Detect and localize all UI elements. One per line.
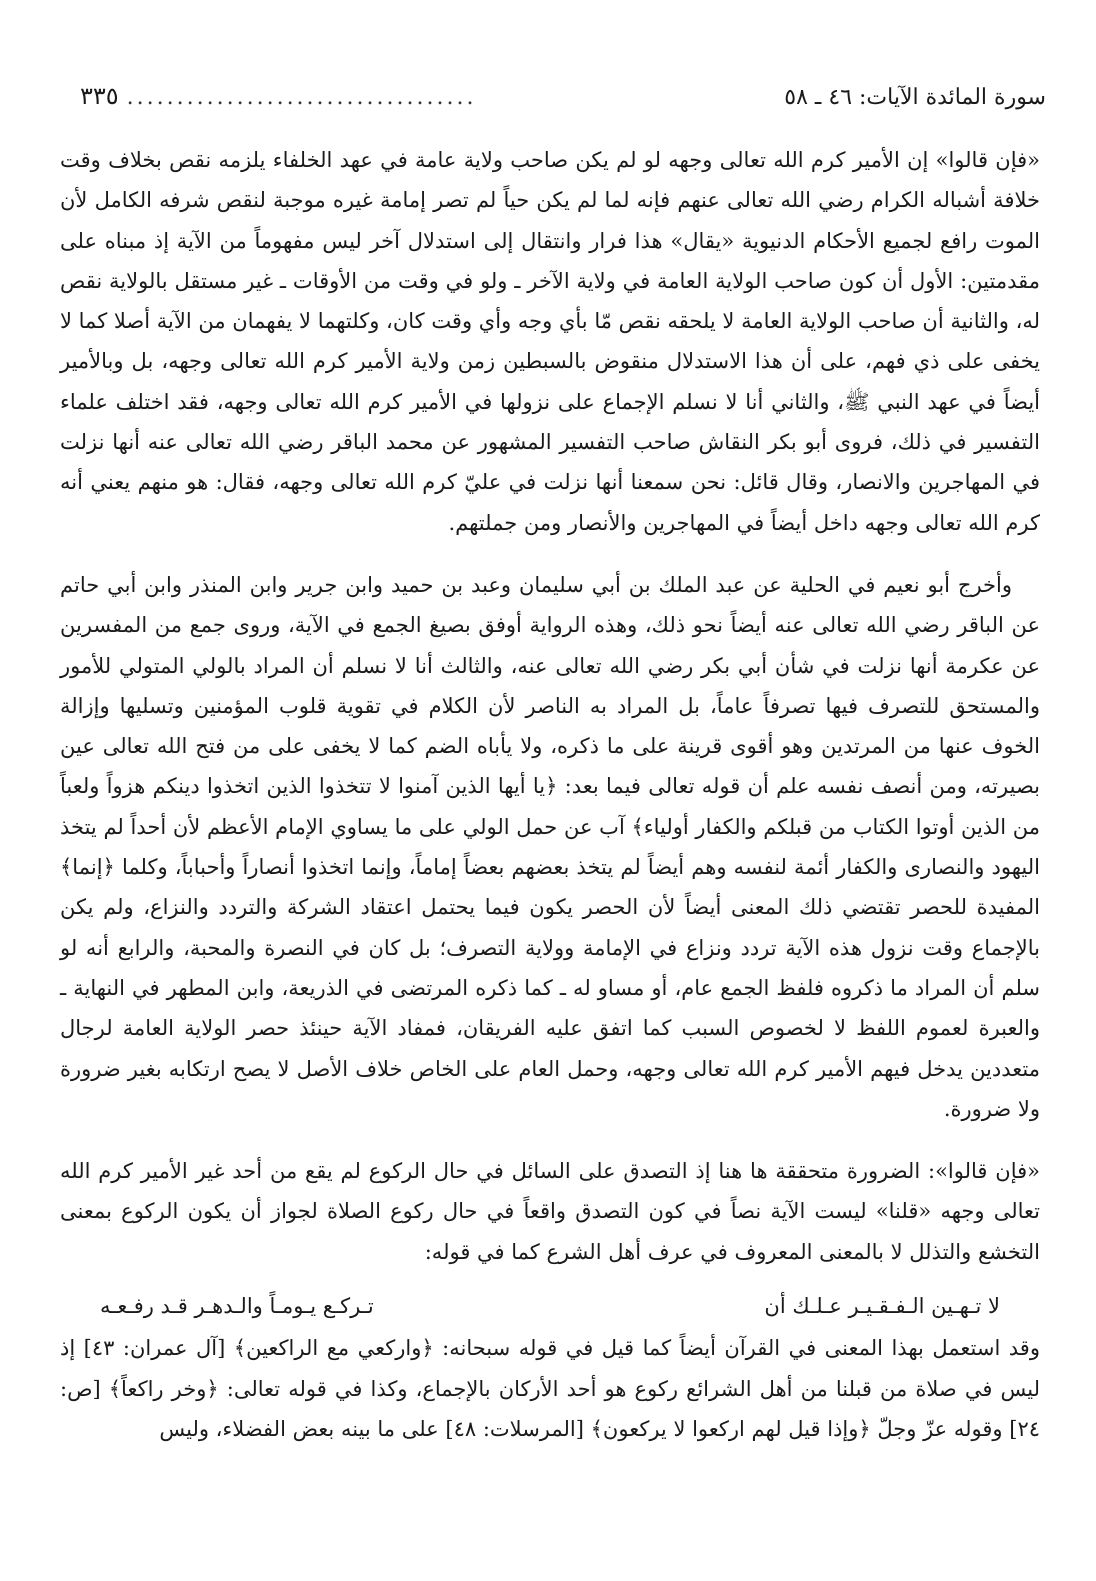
header-title: سورة المائدة الآيات: ٤٦ ـ ٥٨ (784, 85, 1046, 110)
paragraph-gap (60, 543, 1040, 565)
paragraph-3: «فإن قالوا»: الضرورة متحققة ها هنا إذ التصدق على السائل في حال الركوع لم يقع من أحد غير الأمير كرم الله تعالى وجهه «قلنا» ليست الآية نصاً في كون التصدق واقعاً في حال ركوع الصلاة لجواز أن يكون الركوع بمعنى التخشع والتذلل لا بالمعنى المعروف في عرف أهل الشرع كما في قوله: (60, 1159, 1040, 1264)
paragraph-gap (60, 1129, 1040, 1151)
paragraph-closing: وقد استعمل بهذا المعنى في القرآن أيضاً كما قيل في قوله سبحانه: ﴿واركعي مع الراكعين﴾ [آل عمران: ٤٣] إذ ليس في صلاة من قبلنا من أهل الشرائع ركوع هو أحد الأركان بالإجماع، وكذا في قوله تعالى: ﴿وخر راكعاً﴾ [ص: ٢٤] وقوله عزّ وجلّ ﴿وإذا قيل لهم اركعوا لا يركعون﴾ [المرسلات: ٤٨] على ما بينه بعض الفضلاء، وليس (60, 1336, 1040, 1441)
page-number: ٣٣٥ (80, 82, 119, 110)
running-header (80, 82, 1046, 122)
paragraph-2: وأخرج أبو نعيم في الحلية عن عبد الملك بن أبي سليمان وعبد بن حميد وابن جرير وابن المنذر وابن أبي حاتم عن الباقر رضي الله تعالى عنه أيضاً نحو ذلك، وهذه الرواية أوفق بصيغ الجمع في الآية، وروى جمع من المفسرين عن عكرمة أنها نزلت في شأن أبي بكر رضي الله تعالى عنه، والثالث أنا لا نسلم أن المراد بالولي المتولي للأمور والمستحق للتصرف فيها تصرفاً عاماً، بل المراد به الناصر لأن الكلام في تقوية قلوب المؤمنين وتسليها وإزالة الخوف عنها من المرتدين وهو أقوى قرينة على ما ذكره، ولا يأباه الضم كما لا يخفى على من فتح الله تعالى عين بصيرته، ومن أنصف نفسه علم أن قوله تعالى فيما بعد: ﴿يا أيها الذين آمنوا لا تتخذوا الذين اتخذوا دينكم هزواً ولعباً من الذين أوتوا الكتاب من قبلكم والكفار أولياء﴾ آب عن حمل الولي على ما يساوي الإمام الأعظم لأن أحداً لم يتخذ اليهود والنصارى والكفار أئمة لنفسه وهم أيضاً لم يتخذ بعضهم بعضاً إماماً، وإنما اتخذوا أنصاراً وأحباباً، وكلما ﴿إنما﴾ المفيدة للحصر تقتضي ذلك المعنى أيضاً لأن الحصر يكون فيما يحتمل اعتقاد الشركة والتردد والنزاع، ولم يكن بالإجماع وقت نزول هذه الآية تردد ونزاع في الإمامة وولاية التصرف؛ بل كان في النصرة والمحبة، والرابع أنه لو سلم أن المراد ما ذكروه فلفظ الجمع عام، أو مساو له ـ كما ذكره المرتضى في الذريعة، وابن المطهر في النهاية ـ والعبرة لعموم اللفظ لا لخصوص السبب كما اتفق عليه الفريقان، فمفاد الآية حينئذ حصر الولاية العامة لرجال متعددين يدخل فيهم الأمير كرم الله تعالى وجهه، وحمل العام على الخاص خلاف الأصل لا يصح ارتكابه بغير ضرورة ولا ضرورة. (60, 572, 1040, 1121)
page-body (60, 140, 1040, 1449)
verse-second-hemistich: تـركـع يـومـاً والـدهـر قـد رفـعـه (100, 1294, 374, 1319)
paragraph-1: «فإن قالوا» إن الأمير كرم الله تعالى وجهه لو لم يكن صاحب ولاية عامة في عهد الخلفاء يلزمه نقص بخلاف وقت خلافة أشباله الكرام رضي الله تعالى عنهم فإنه لما لم يكن حياً لم تصر إمامة غيره موجبة لنقص شرفه الكامل لأن الموت رافع لجميع الأحكام الدنيوية «يقال» هذا فرار وانتقال إلى استدلال آخر ليس مفهوماً من الآية إذ مبناه على مقدمتين: الأول أن كون صاحب الولاية العامة في ولاية الآخر ـ ولو في وقت من الأوقات ـ غير مستقل بالولاية نقص له، والثانية أن صاحب الولاية العامة لا يلحقه نقص مّا بأي وجه وأي وقت كان، وكلتهما لا يفهمان من الآية أصلا كما لا يخفى على ذي فهم، على أن هذا الاستدلال منقوض بالسبطين زمن ولاية الأمير كرم الله تعالى وجهه، بل وبالأمير أيضاً في عهد النبي ﷺ، والثاني أنا لا نسلم الإجماع على نزولها في الأمير كرم الله تعالى وجهه، فقد اختلف علماء التفسير في ذلك، فروى أبو بكر النقاش صاحب التفسير المشهور عن محمد الباقر رضي الله تعالى عنه أنها نزلت في المهاجرين والانصار، وقال قائل: نحن سمعنا أنها نزلت في عليّ كرم الله تعالى وجهه، فقال: هو منهم يعني أنه كرم الله تعالى وجهه داخل أيضاً في المهاجرين والأنصار ومن جملتهم. (60, 148, 1040, 535)
verse-first-hemistich: لا تـهـين الـفـقـيـر عـلـك أن (764, 1294, 1000, 1319)
header-leader-dots: ................................... (126, 85, 477, 110)
poetry-verse (100, 1286, 1000, 1326)
